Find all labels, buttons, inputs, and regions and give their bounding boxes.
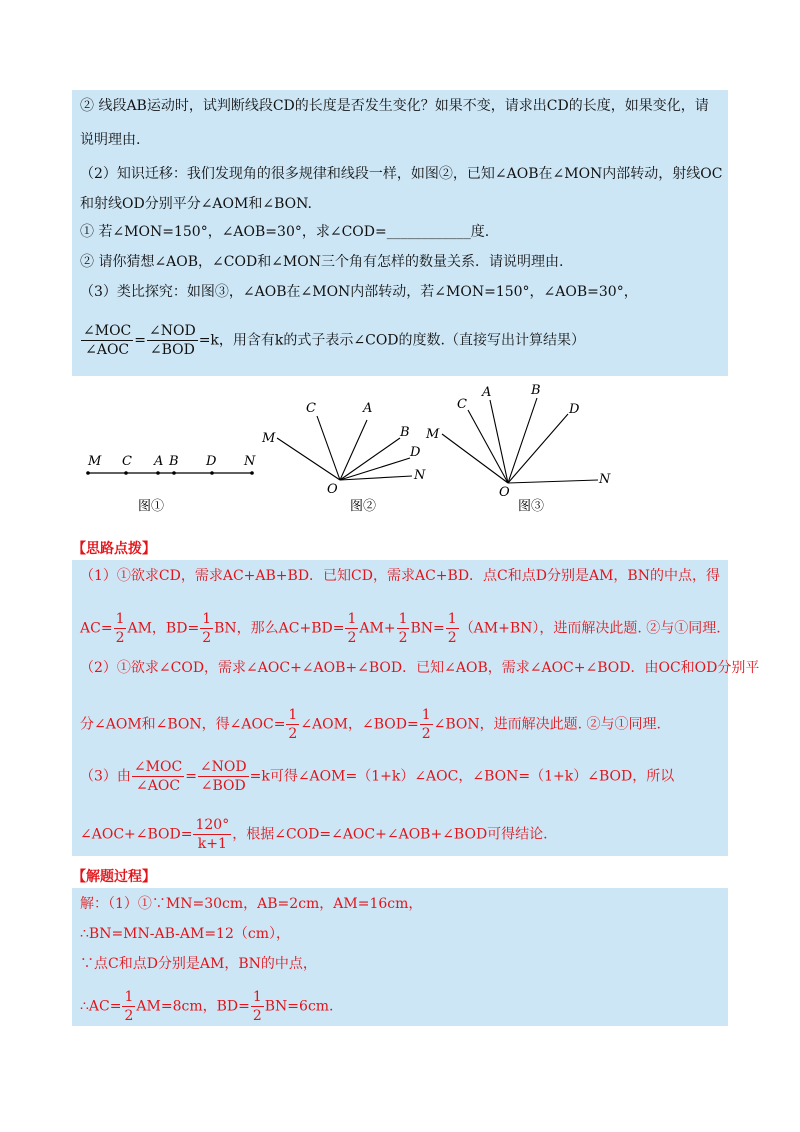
hint-line-3: （2）①欲求∠COD，需求∠AOC+∠AOB+∠BOD．已知∠AOB，需求∠AOC+∠BOD．由OC和OD分别平 (80, 660, 760, 676)
fig3-label-d: D (569, 402, 580, 417)
solution-line-1: 解：（1）①∵MN=30cm，AB=2cm，AM=16cm， (80, 896, 423, 912)
hint-header: 【思路点拨】 (72, 541, 156, 557)
fig3-label-o: O (499, 485, 510, 500)
fig3-label-c: C (457, 397, 467, 412)
solution-line-2: ∴BN=MN-AB-AM=12（cm）， (80, 926, 290, 942)
problem-line-3: （2）知识迁移：我们发现角的很多规律和线段一样，如图②，已知∠AOB在∠MON内部转动，射线OC (80, 166, 723, 182)
fig3-label-m: M (426, 427, 440, 442)
solution-line-3: ∵点C和点D分别是AM，BN的中点， (80, 956, 317, 972)
hint-line-5: （3）由 $\frac{\text{∠MOC}}{\text{∠AOC}}$ = $\frac{\text{∠NOD}}{\text{∠BOD}}$ =k可得∠AOM=（1+k）∠AOC，∠BON=（1+k）∠BOD，所以 (80, 759, 675, 794)
problem-line-6: ② 请你猜想∠AOB，∠COD和∠MON三个角有怎样的数量关系．请说明理由. (80, 254, 564, 270)
fig1-label-n: N (244, 454, 256, 469)
solution-block (72, 888, 728, 1026)
hint-block (72, 560, 760, 856)
fig1-label-b: B (169, 454, 179, 469)
fig3-caption: 图③ (518, 499, 545, 514)
fig1-label-m: M (88, 454, 102, 469)
hint-line-2: AC= $\frac{1}{2}$ AM，BD= $\frac{1}{2}$ BN，那么AC+BD= $\frac{1}{2}$ AM+ $\frac{1}{2}$ BN= $\frac{1}{2}$ （AM+BN），进而解决此题. ②与①同理. (80, 611, 721, 646)
geometry-figures (72, 376, 632, 520)
problem-line-1: ② 线段AB运动时，试判断线段CD的长度是否发生变化？如果不变，请求出CD的长度，如果变化，请 (80, 98, 709, 114)
fig1-label-a: A (154, 454, 164, 469)
solution-line-4: ∴AC= $\frac{1}{2}$ AM=8cm，BD= $\frac{1}{2}$ BN=6cm. (80, 989, 334, 1024)
problem-line-7: （3）类比探究：如图③，∠AOB在∠MON内部转动，若∠MON=150°，∠AOB=30°， (80, 284, 638, 300)
hint-line-1: （1）①欲求CD，需求AC+AB+BD．已知CD，需求AC+BD．点C和点D分别是AM，BN的中点，得 (80, 568, 720, 584)
fraction-moc-aoc: $\frac{\text{∠MOC}}{\text{∠AOC}}$ (83, 323, 132, 358)
fig3-label-n: N (599, 472, 611, 487)
fig2-label-d: D (410, 445, 421, 460)
problem-line-2: 说明理由. (80, 132, 141, 148)
figure-1 (86, 454, 256, 514)
figure-2 (277, 416, 412, 480)
fig2-label-b: B (400, 425, 410, 440)
problem-block (72, 90, 728, 376)
fig2-label-n: N (414, 468, 426, 483)
problem-line-4: 和射线OD分别平分∠AOM和∠BON. (80, 196, 312, 212)
hint-line-4: 分∠AOM和∠BON，得∠AOC= $\frac{1}{2}$ ∠AOM，∠BOD= $\frac{1}{2}$ ∠BON，进而解决此题. ②与①同理. (80, 707, 661, 742)
fig1-label-d: D (206, 454, 217, 469)
fraction-nod-bod: $\frac{\text{∠NOD}}{\text{∠BOD}}$ (149, 323, 196, 358)
fig2-label-a: A (363, 401, 373, 416)
fig2-caption: 图② (350, 499, 377, 514)
fig1-label-c: C (122, 454, 132, 469)
problem-line-8: $\frac{\text{∠MOC}}{\text{∠AOC}}$ = $\frac{\text{∠NOD}}{\text{∠BOD}}$ =k，用含有k的式子表示∠COD的度数.（直接写出计算结果） (83, 323, 585, 358)
fig3-label-a: A (482, 385, 492, 400)
solution-header: 【解题过程】 (72, 869, 156, 885)
fig2-label-o: O (327, 482, 338, 497)
figures-panel (72, 376, 632, 520)
hint-line-6: ∠AOC+∠BOD= $\frac{120^\circ}{k+1}$ ，根据∠COD=∠AOC+∠AOB+∠BOD可得结论. (80, 817, 548, 852)
problem-line-5: ① 若∠MON=150°，∠AOB=30°，求∠COD=____________度. (80, 224, 490, 240)
fig3-label-b: B (531, 383, 541, 398)
fig1-caption: 图① (138, 499, 165, 514)
fig2-label-c: C (306, 401, 316, 416)
fig2-label-m: M (262, 431, 276, 446)
